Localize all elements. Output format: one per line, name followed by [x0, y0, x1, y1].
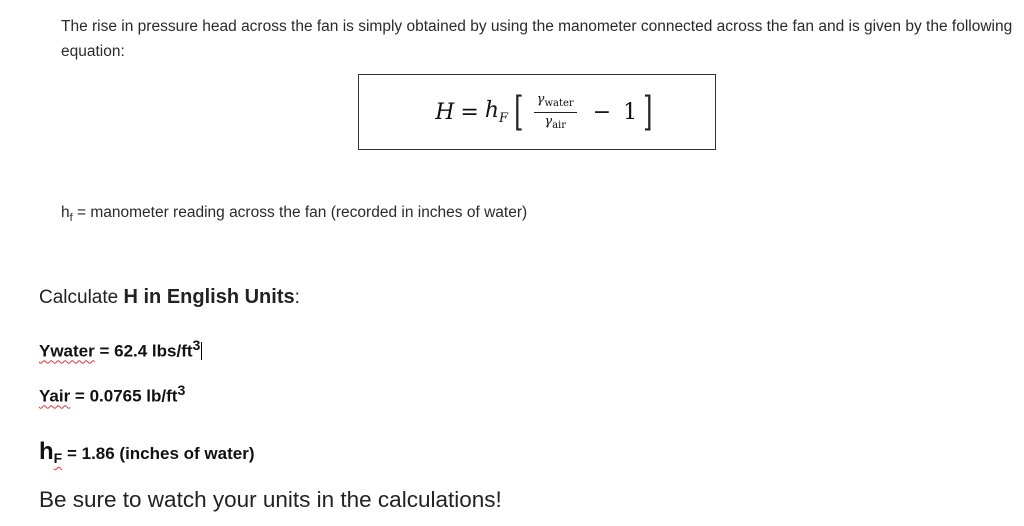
- gamma-air-symbol: Yair: [39, 386, 71, 406]
- eq-lhs: H: [435, 99, 455, 125]
- task-instruction: Calculate H in English Units:: [39, 286, 300, 308]
- pressure-head-equation: [435, 89, 653, 135]
- eq-equals: =: [460, 99, 479, 125]
- equation-box: [358, 74, 716, 150]
- eq-minus: −: [592, 99, 612, 125]
- eq-one: 1: [623, 99, 638, 125]
- hf-definition: $h_f$ = manometer reading across the fan (recorded in inches of water): [61, 204, 528, 225]
- eq-fraction: [534, 93, 577, 131]
- hf-symbol: h: [39, 438, 54, 465]
- given-gamma-water: Ywater = 62.4 lbs/$ft^3$: [39, 338, 201, 361]
- given-hf: $h_F = 1.86$ (inches of water): [39, 438, 255, 466]
- eq-open-bracket: [: [514, 89, 524, 135]
- eq-hf: $h_F$: [484, 98, 509, 126]
- eq-close-bracket: ]: [643, 89, 653, 135]
- text-cursor: [201, 342, 202, 360]
- eq-denominator: $\gamma_{air}$: [544, 113, 567, 131]
- intro-paragraph: The rise in pressure head across the fan is simply obtained by using the manometer connected across the fan and is given by the following equation:: [61, 18, 1013, 60]
- given-gamma-air: Yair = 0.0765 $lb/ft^3$: [39, 383, 186, 406]
- units-reminder: Be sure to watch your units in the calculations!: [39, 487, 502, 512]
- eq-numerator: $\gamma_{water}$: [534, 93, 577, 113]
- gamma-water-symbol: Ywater: [39, 341, 95, 361]
